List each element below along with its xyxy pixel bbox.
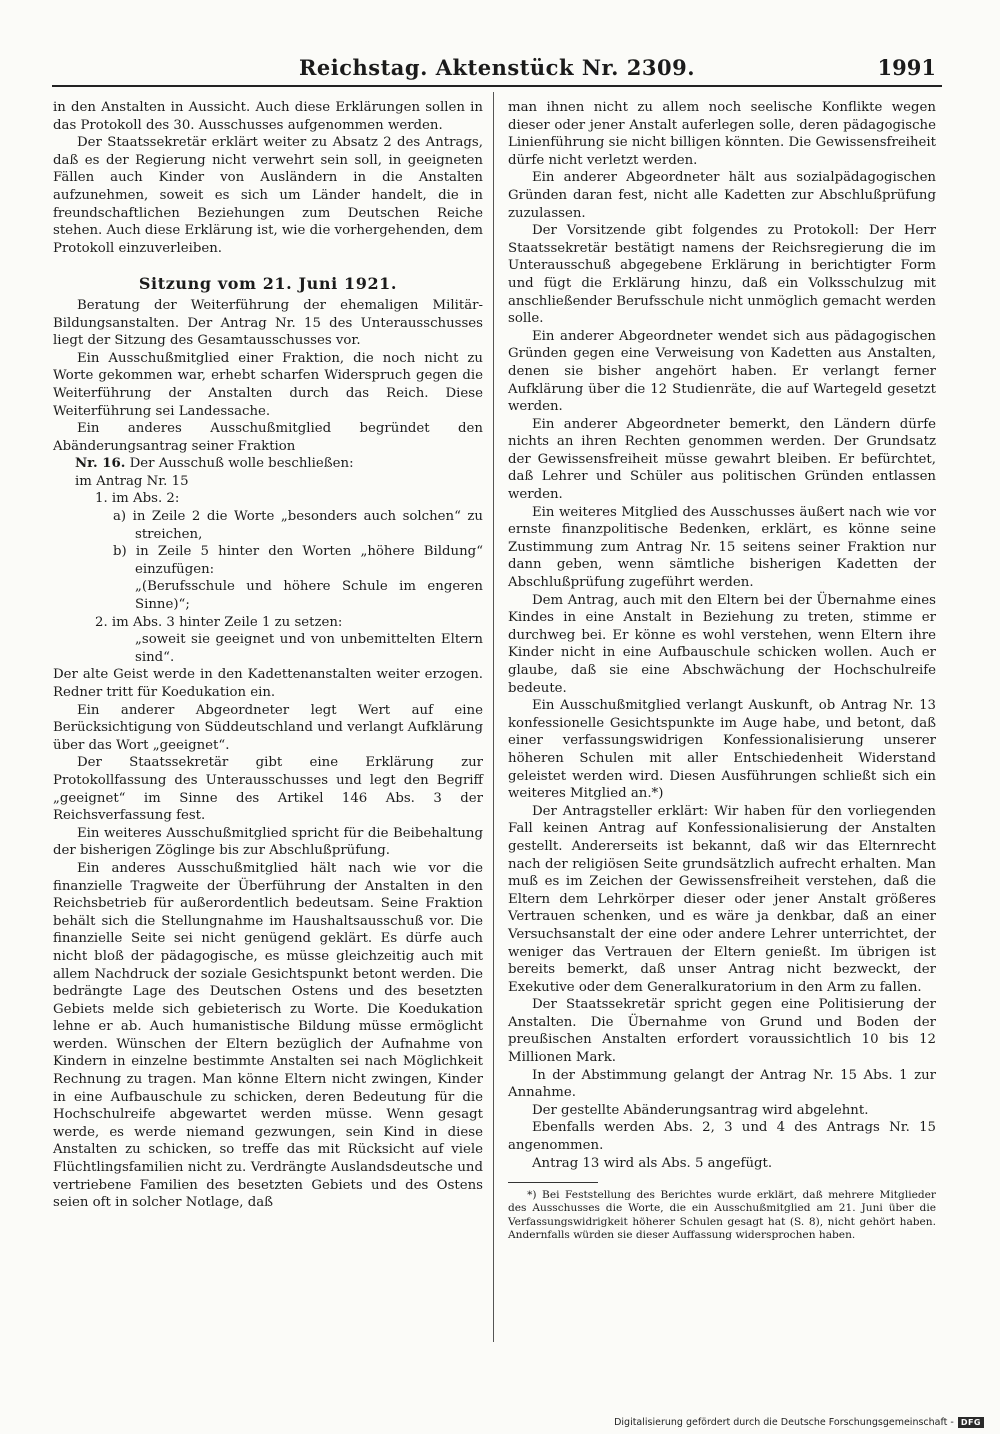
motion-line: im Antrag Nr. 15 [75, 473, 189, 489]
paragraph: Ein weiteres Mitglied des Ausschusses äußert nach wie vor ernste finanzpolitische Bedenken, erklärt, es könne seine Zustimmung zum Antrag Nr. 15 seitens seiner Fraktion nur dann geben, wenn sämtliche bisherigen Kadetten der Abschlußprüfung zugeführt werden. [508, 504, 936, 591]
paragraph: Ein Ausschußmitglied einer Fraktion, die noch nicht zu Worte gekommen war, erhebt scharfen Widerspruch gegen die Weiterführung der Anstalten durch das Reich. Diese Weiterführung sei Landessache. [53, 350, 483, 419]
motion-intro: Der Ausschuß wolle beschließen: [129, 456, 354, 472]
footnote-separator [508, 1182, 598, 1183]
paragraph: Ein anderes Ausschußmitglied begründet den Abänderungsantrag seiner Fraktion [53, 421, 483, 454]
vote-result: In der Abstimmung gelangt der Antrag Nr. 15 Abs. 1 zur Annahme. [508, 1067, 936, 1101]
paragraph: Der Vorsitzende gibt folgendes zu Protokoll: Der Herr Staatssekretär bestätigt namens der Reichsregierung die im Unterausschuß abgegebene Erklärung in berichtigter Form und fügt die Erklärung hinzu, daß ein Volksschulzug mit anschließender Berufsschule nicht unmöglich gemacht werden solle. [508, 223, 936, 327]
footnote: *) Bei Feststellung des Berichtes wurde erklärt, daß mehrere Mitglieder des Ausschusses die Worte, die ein Ausschußmitglied am 21. Juni über die Verfassungswidrigkeit höherer Schulen gesagt hat (S. 8), nicht gehört haben. Andernfalls würden sie dieser Auffassung widersprochen haben. [508, 1189, 936, 1241]
motion-item: a) in Zeile 2 die Worte „besonders auch solchen“ zu streichen, [113, 509, 483, 542]
motion-number: Nr. 16. [75, 456, 126, 472]
session-heading: Sitzung vom 21. Juni 1921. [138, 274, 398, 294]
paragraph: Der Antragsteller erklärt: Wir haben für den vorliegenden Fall keinen Antrag auf Konfessionalisierung der Anstalten gestellt. Andererseits ist bekannt, daß wir das Elternrecht nach der religiösen Seite grundsätzlich aufrecht erhalten. Man muß es im Zeichen der Gewissensfreiheit verstehen, daß die Eltern dem Lehrkörper dieser oder jener Anstalt größeres Vertrauen schenken, und es wäre ja denkbar, daß an einer Versuchsanstalt der eine oder andere Lehrer unterrichtet, der weniger das Vertrauen der Eltern genießt. Im übrigen ist bereits bemerkt, daß unser Antrag nicht bezweckt, der Exekutive oder dem Generalkuratorium in den Arm zu fallen. [508, 803, 936, 995]
paragraph: Der alte Geist werde in den Kadettenanstalten weiter erzogen. Redner tritt für Koedukation ein. [53, 667, 483, 700]
paragraph: Der Staatssekretär gibt eine Erklärung zur Protokollfassung des Unterausschusses und legt den Begriff „geeignet“ im Sinne des Artikel 146 Abs. 3 der Reichsverfassung fest. [53, 755, 483, 824]
paragraph: Dem Antrag, auch mit den Eltern bei der Übernahme eines Kindes in eine Anstalt in Beziehung zu treten, stimme er durchweg bei. Er könne es wohl verstehen, wenn Eltern ihre Kinder nicht in eine Aufbauschule schicken wollen. Auch er glaube, daß sie eine Abschwächung der Hochschulreife bedeute. [508, 592, 936, 696]
paragraph: Der Staatssekretär erklärt weiter zu Absatz 2 des Antrags, daß es der Regierung nicht verwehrt sein soll, in geeigneten Fällen auch Kinder von Ausländern in die Anstalten aufzunehmen, soweit es sich um Länder handelt, die in freundschaftlichen Beziehungen zum Deutschen Reiche stehen. Auch diese Erklärung ist, wie die vorhergehenden, dem Protokoll einzuverleiben. [53, 135, 483, 256]
paragraph: Ein anderer Abgeordneter legt Wert auf eine Berücksichtigung von Süddeutschland und verlangt Aufklärung über das Wort „geeignet“. [53, 702, 483, 753]
vote-result: Der gestellte Abänderungsantrag wird abgelehnt. [531, 1102, 869, 1118]
paragraph: Ein anderes Ausschußmitglied hält nach wie vor die finanzielle Tragweite der Überführung der Anstalten in den Reichsbetrieb für außerordentlich bedeutsam. Seine Fraktion behält sich die Stellungnahme im Haushaltsausschuß vor. Die finanzielle Seite sei nicht genügend geklärt. Es dürfe auch nicht bloß der pädagogische, es müsse gleichzeitig auch mit allem Nachdruck der soziale Gesichtspunkt betont werden. Die bedrängte Lage des Deutschen Ostens und des besetzten Gebiets melde sich gebieterisch zu Worte. Die Koedukation lehne er ab. Auch humanistische Bildung müsse ermöglicht werden. Wünschen der Eltern bezüglich der Aufnahme von Kindern in einzelne bestimmte Anstalten sei nach Möglichkeit Rechnung zu tragen. Man könne Eltern nicht zwingen, Kinder in eine Aufbauschule zu schicken, deren Bedeutung für die Hochschulreife abgewartet werden müsse. Wenn gesagt werde, es werde niemand gezwungen, sein Kind in diese Anstalten zu schicken, so treffe das mit Rücksicht auf viele Flüchtlingsfamilien nicht zu. Verdrängte Auslandsdeutsche und vertriebene Familien des besetzten Gebiets und des Ostens seien oft in solcher Notlage, daß [53, 860, 483, 1211]
paragraph: Der Staatssekretär spricht gegen eine Politisierung der Anstalten. Die Übernahme von Grund und Boden der preußischen Anstalten erfordert voraussichtlich 10 bis 12 Millionen Mark. [508, 997, 936, 1066]
motion-quote: „(Berufsschule und höhere Schule im engeren Sinne)“; [135, 579, 483, 613]
right-column [508, 99, 936, 1242]
motion-quote: „soweit sie geeignet und von unbemittelten Eltern sind“. [135, 632, 483, 665]
credit-text: Digitalisierung gefördert durch die Deutsche Forschungsgemeinschaft - [614, 1417, 954, 1428]
paragraph: Beratung der Weiterführung der ehemaligen Militär-Bildungsanstalten. Der Antrag Nr. 15 des Unterausschusses liegt der Sitzung des Gesamtausschusses vor. [53, 297, 483, 349]
left-column [53, 99, 483, 1212]
motion-header [75, 455, 483, 473]
paragraph: Ein anderer Abgeordneter bemerkt, den Ländern dürfe nichts an ihren Rechten genommen werden. Der Grundsatz der Gewissensfreiheit müsse gewahrt bleiben. Er befürchtet, daß Lehrer und Schüler aus politischen Gründen entlassen werden. [508, 416, 936, 503]
paragraph: Ein Ausschußmitglied verlangt Auskunft, ob Antrag Nr. 13 konfessionelle Gesichtspunkte im Auge habe, und betont, daß einer verfassungswidrigen Konfessionalisierung unserer höheren Schulen mit aller Entschiedenheit Widerstand geleistet werden wird. Diesen Ausführungen schließt sich ein weiteres Mitglied an.*) [508, 698, 936, 802]
page-number: 1991 [877, 55, 936, 80]
paragraph: in den Anstalten in Aussicht. Auch diese Erklärungen sollen in das Protokoll des 30. Ausschusses aufgenommen werden. [53, 100, 483, 133]
paragraph: Ein weiteres Ausschußmitglied spricht für die Beibehaltung der bisherigen Zöglinge bis zur Abschlußprüfung. [53, 825, 483, 859]
motion-item: b) in Zeile 5 hinter den Worten „höhere Bildung“ einzufügen: [113, 544, 483, 577]
paragraph: Ein anderer Abgeordneter wendet sich aus pädagogischen Gründen gegen eine Verweisung von Kadetten aus Anstalten, denen sie bisher angehört haben. Er verlangt ferner Aufklärung über die 12 Studienräte, die auf Wartegeld gesetzt werden. [508, 328, 936, 415]
dfg-logo: DFG [958, 1417, 984, 1428]
paragraph: Ein anderer Abgeordneter hält aus sozialpädagogischen Gründen daran fest, nicht alle Kadetten zur Abschlußprüfung zuzulassen. [508, 170, 936, 221]
digitization-credit [614, 1417, 984, 1428]
running-title: Reichstag. Aktenstück Nr. 2309. [298, 55, 696, 80]
vote-result: Ebenfalls werden Abs. 2, 3 und 4 des Antrags Nr. 15 angenommen. [508, 1120, 936, 1154]
column-divider [493, 92, 494, 1342]
motion-line: 2. im Abs. 3 hinter Zeile 1 zu setzen: [95, 614, 343, 630]
vote-result: Antrag 13 wird als Abs. 5 angefügt. [531, 1155, 773, 1171]
page-header [52, 55, 942, 87]
motion-line: 1. im Abs. 2: [95, 491, 180, 507]
paragraph: man ihnen nicht zu allem noch seelische Konflikte wegen dieser oder jener Anstalt auferlegen solle, deren pädagogische Linienführung sie nicht billigen könnten. Die Gewissensfreiheit dürfe nicht verletzt werden. [508, 100, 936, 168]
